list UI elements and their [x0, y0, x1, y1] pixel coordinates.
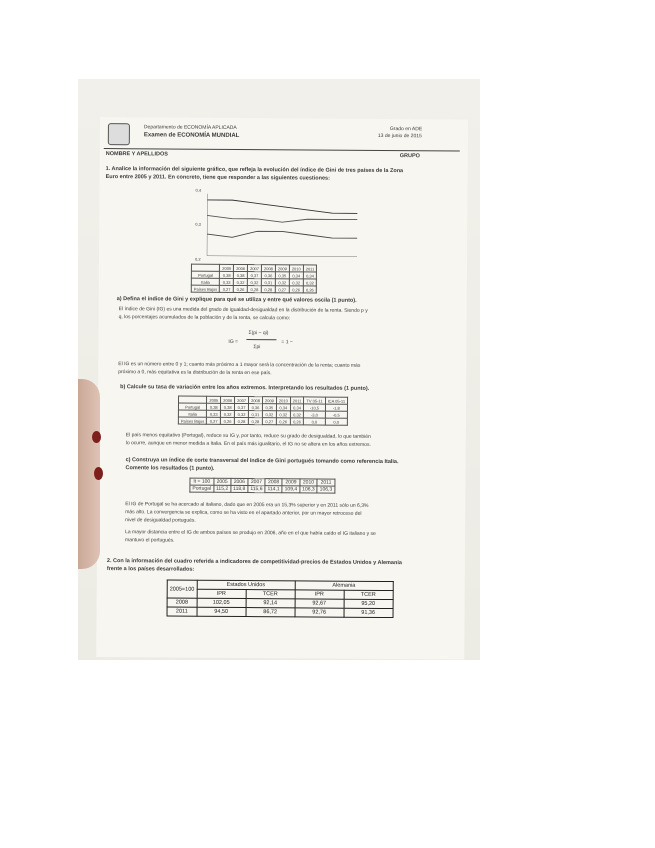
table-corner: 2005=100	[167, 580, 197, 598]
q1a-answer-1: El índice de Gini (IG) es una medida del grado de igualdad-desigualdad en la distribución de la renta. Siendo p y	[118, 306, 368, 314]
q1c-answer-4: La mayor distancia entre el IG de ambos países se produjo en 2006, año en el que había caído el IG italiano y se	[125, 529, 376, 537]
column-header: 2006	[221, 396, 235, 403]
data-label: 0,26	[289, 286, 303, 293]
legend-entry: Portugal	[191, 271, 219, 278]
series-line-países-bajos	[207, 231, 357, 238]
table-cell: 0,27	[207, 417, 221, 424]
column-header: TV 05-11	[304, 397, 325, 404]
column-header: 2008	[265, 479, 282, 486]
data-label: 0,38	[234, 271, 248, 278]
data-label: 0,27	[220, 285, 234, 292]
table-cell: 0,32	[276, 411, 290, 418]
table-cell: 0,26	[290, 418, 304, 425]
series-line-portugal	[207, 200, 357, 213]
table-cell: -10,5	[304, 404, 325, 411]
table-cell: 0,28	[235, 417, 249, 424]
exam-date: 13 de junio de 2015	[377, 132, 422, 140]
x-tick-label: 2008	[262, 265, 276, 272]
x-tick-label: 2010	[289, 265, 303, 272]
x-tick-label: 2005	[220, 264, 234, 271]
q1a-answer-2: q, los porcentajes acumulados de la población y de la renta, se calcula como:	[118, 314, 291, 322]
table-cell: 0,33	[207, 410, 221, 417]
exam-title: Examen de ECONOMÍA MUNDIAL	[143, 132, 240, 139]
competitiveness-table	[167, 579, 394, 618]
q1-text-2: Euro entre 2005 y 2011. En concreto, tiene que responder a las siguientes cuestiones:	[105, 174, 330, 182]
table-cell: 0,38	[207, 403, 221, 410]
group-label: GRUPO	[399, 153, 420, 160]
data-label: 0,32	[303, 279, 317, 286]
row-label: Portugal	[190, 485, 214, 492]
q1c-answer-1: El IG de Portugal se ha acercado al italiano, dado que en 2005 era un 15,3% superior y en 2011 sólo un 6,3%	[125, 501, 369, 509]
table-cell: 92,76	[295, 608, 344, 617]
degree-text: Grado en ADE	[389, 126, 423, 133]
table-cell: 0,37	[235, 403, 249, 410]
column-header: 2007	[235, 396, 249, 403]
column-header: 2011	[290, 397, 304, 404]
data-label: 0,35	[275, 272, 289, 279]
table-cell: 95,20	[344, 599, 393, 608]
table-cell: 106,3	[300, 486, 318, 493]
row-label: 2008	[167, 598, 197, 607]
table-cell: 115,2	[214, 485, 231, 492]
table-cell: 0,32	[290, 411, 304, 418]
x-axis	[207, 256, 357, 257]
group-header: Alemania	[295, 581, 393, 591]
table-cell: -3,0	[304, 411, 325, 418]
table-cell: 0,0	[325, 418, 348, 425]
table-cell: 0,0	[304, 418, 325, 425]
table-cell: 92,67	[295, 599, 344, 608]
table-cell: 0,26	[276, 418, 290, 425]
column-header: ICA 05-11	[325, 397, 348, 404]
column-header: IPR	[295, 590, 344, 599]
column-header: 2006	[231, 478, 248, 485]
table-cell: 0,32	[221, 410, 235, 417]
table-cell: 86,72	[246, 608, 295, 617]
table-cell: 118,8	[231, 485, 248, 492]
exam-sheet	[96, 117, 468, 660]
fingernail	[92, 431, 101, 443]
formula-bar	[246, 339, 276, 340]
column-header: IPR	[197, 589, 246, 598]
q2-text-1: 2. Con la información del cuadro referida a indicadores de competitividad-precios de Estados Unidos y Alemania	[106, 558, 402, 567]
row-label: 2011	[167, 607, 197, 616]
table-cell: 0,36	[249, 404, 263, 411]
gini-line-chart	[201, 190, 361, 261]
column-header: 2009	[262, 397, 276, 404]
table-cell: 0,34	[290, 404, 304, 411]
formula-denominator: Σpi	[253, 344, 261, 351]
formula-numerator: Σ(pi − qi)	[248, 330, 269, 337]
fingernail	[94, 467, 103, 480]
data-label: 0,37	[248, 272, 262, 279]
table-cell: 0,32	[262, 411, 276, 418]
column-header: 2011	[317, 479, 335, 486]
table-cell: 0,38	[221, 403, 235, 410]
name-label: NOMBRE Y APELLIDOS	[105, 151, 169, 158]
data-label: 0,31	[261, 279, 275, 286]
data-label: 0,26	[234, 285, 248, 292]
ytick-2: 0,2	[194, 256, 201, 262]
university-logo	[108, 123, 130, 145]
data-label: 0,34	[289, 272, 303, 279]
column-header: 2007	[248, 479, 265, 486]
data-label: 0,32	[247, 279, 261, 286]
column-header: 2005	[214, 478, 231, 485]
row-label: Portugal	[178, 403, 206, 410]
data-label: 0,28	[247, 286, 261, 293]
q1a-answer-4: próximo a 0, más equitativa es la distribución de la renta en ese país.	[118, 369, 272, 377]
column-header: TCER	[246, 590, 295, 599]
group-header: Estados Unidos	[197, 580, 295, 590]
table-cell: 0,34	[276, 404, 290, 411]
column-header: 2005	[207, 396, 221, 403]
row-label: Italia	[178, 410, 206, 417]
table-cell: 106,3	[317, 486, 335, 493]
data-label: 0,26	[303, 286, 317, 293]
column-header: 2008	[249, 397, 263, 404]
data-label: 0,33	[220, 278, 234, 285]
table-cell: 94,50	[197, 607, 246, 616]
data-label: 0,28	[261, 286, 275, 293]
ytick-1: 0,3	[195, 221, 201, 227]
gini-index-table	[189, 478, 335, 494]
q1b-answer-2: lo ocurre, aunque en menor medida a Italia. En el país más igualitario, el IG no se altera en los años extremos.	[125, 440, 371, 448]
table-cell: 92,14	[246, 599, 295, 608]
table-cell: 0,28	[248, 418, 262, 425]
table-cell: 0,35	[262, 404, 276, 411]
q1c-answer-2: más alto. La convergencia se explica, como se ha visto en el apartado anterior, por un mayor retroceso del	[125, 509, 362, 517]
data-label: 0,27	[275, 286, 289, 293]
data-label: 0,38	[220, 271, 234, 278]
column-header: 2010	[276, 397, 290, 404]
x-tick-label: 2006	[234, 264, 248, 271]
document-photo	[78, 79, 480, 660]
table-cell: 0,27	[262, 418, 276, 425]
data-label: 0,32	[289, 279, 303, 286]
q1c-answer-5: mantuvo el portugués.	[125, 537, 175, 544]
data-label: 0,36	[261, 272, 275, 279]
q1a-answer-3: El IG es un número entre 0 y 1; cuanto más próximo a 1 mayor será la concentración de la renta; cuanto más	[118, 361, 361, 369]
formula-lhs: IG =	[228, 338, 239, 345]
table-cell: 91,36	[344, 608, 393, 617]
data-label: 0,34	[303, 272, 317, 279]
legend-entry: Italia	[191, 278, 219, 285]
table-cell: 0,32	[235, 410, 249, 417]
q1-text-1: 1. Analice la información del siguiente gráfico, que refleja la evolución del índice de Gini de tres países de la Zona	[105, 166, 404, 175]
x-tick-label: 2009	[275, 265, 289, 272]
row-label: Países Bajos	[178, 417, 206, 424]
q1c-title: c) Construya un índice de corte transversal del índice de Gini portugués tomando como referencia Italia.	[125, 457, 399, 466]
table-cell: -0,5	[325, 411, 348, 418]
q1a-title: a) Defina el índice de Gini y explique para qué se utiliza y entre qué valores oscila (1 punto).	[116, 296, 357, 304]
data-label: 0,32	[234, 278, 248, 285]
ytick-0: 0,4	[195, 187, 202, 193]
table-cell: 102,05	[197, 598, 246, 607]
table-corner: It = 100	[190, 478, 214, 485]
column-header: 2010	[300, 479, 318, 486]
q1b-title: b) Calcule su tasa de variación entre los años extremos. Interpretando los resultados (1 punto).	[120, 384, 370, 392]
table-cell: 0,31	[248, 411, 262, 418]
table-cell: 115,6	[248, 486, 265, 493]
x-tick-label: 2011	[303, 265, 317, 272]
data-label: 0,32	[275, 279, 289, 286]
q1b-answer-1: El país menos equitativo (Portugal), reduce su IG y, por tanto, reduce su grado de desigualdad, lo que también	[125, 432, 371, 440]
variation-table	[178, 396, 348, 426]
x-tick-label: 2007	[248, 265, 262, 272]
q2-text-2: frente a los países desarrollados:	[106, 566, 195, 573]
formula-mid: = 1 −	[281, 339, 293, 346]
table-cell: 109,4	[282, 486, 300, 493]
table-cell: 114,1	[265, 486, 282, 493]
q1c-title-2: Comente los resultados (1 punto).	[125, 465, 215, 472]
q1c-answer-3: nivel de desigualdad portugués.	[125, 517, 196, 524]
column-header: TCER	[344, 590, 393, 599]
legend-entry: Países Bajos	[191, 285, 219, 292]
column-header: 2009	[282, 479, 300, 486]
table-cell: -1,8	[325, 404, 348, 411]
department-text: Departamento de ECONOMÍA APLICADA	[143, 124, 237, 131]
chart-data-table	[191, 264, 318, 294]
series-line-italia	[207, 215, 357, 222]
table-cell: 0,26	[221, 417, 235, 424]
